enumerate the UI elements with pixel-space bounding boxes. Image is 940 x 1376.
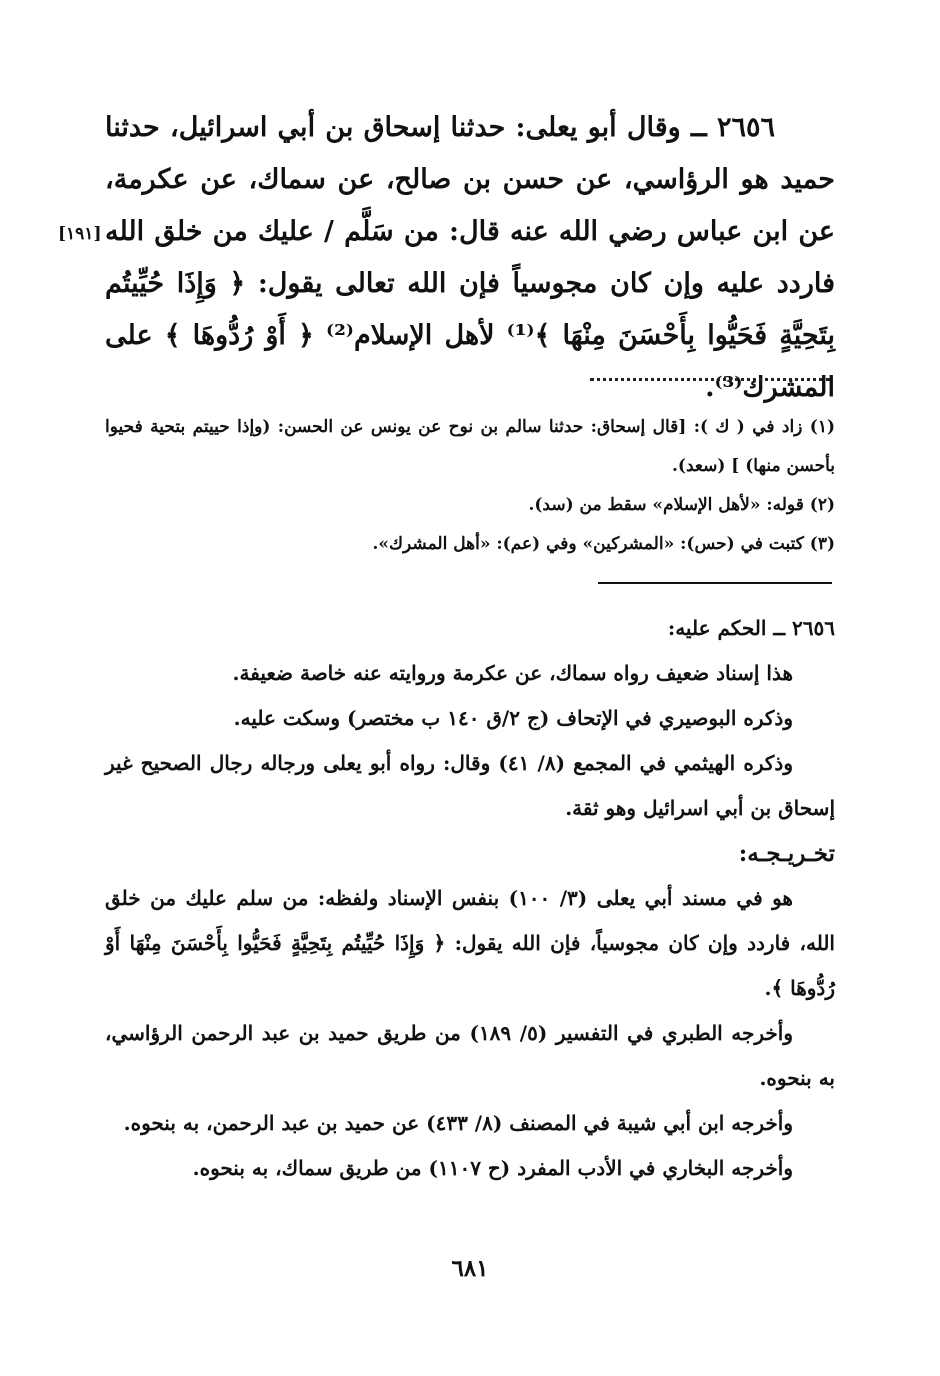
manuscript-folio-marker: [١٩١] <box>58 224 102 244</box>
ruling-paragraph-1: هذا إسناد ضعيف رواه سماك، عن عكرمة وروايته عنه خاصة ضعيفة. <box>232 661 793 685</box>
footnote-2: (٢) قوله: «لأهل الإسلام» سقط من (سد). <box>528 495 835 515</box>
ruling-paragraph-3: وذكره الهيثمي في المجمع (٨/ ٤١) وقال: رواه أبو يعلى ورجاله رجال الصحيح غير إسحاق بن أبي اسرائيل وهو ثقة. <box>105 751 835 820</box>
footnote-3: (٣) كتبت في (حس): «المشركين» وفي (عم): «أهل المشرك». <box>372 534 835 554</box>
page-number: ٦٨١ <box>451 1255 489 1282</box>
footnotes <box>105 408 835 564</box>
takhrij-heading: تخـريـجـه: <box>738 840 835 867</box>
takhrij-paragraph-1: هو في مسند أبي يعلى (٣/ ١٠٠) بنفس الإسناد ولفظه: من سلم عليك من خلق الله، فاردد وإن كان مجوسياً، فإن الله يقول: ﴿ وَإِذَا حُيِّيتُم بِتَحِيَّةٍ فَحَيُّوا بِأَحْسَنَ مِنْهَا أَوْ رُدُّوهَا ﴾. <box>105 886 835 1000</box>
hadith-paragraph: ٢٦٥٦ ــ وقال أبو يعلى: حدثنا إسحاق بن أبي اسرائيل، حدثنا حميد هو الرؤاسي، عن حسن بن صالح، عن سماك، عن عكرمة، عن ابن عباس رضي الله عنه قال: من سَلَّم / عليك من خلق الله فاردد عليه وإن كان مجوسياً فإن الله تعالى يقول: ﴿ وَإِذَا حُيِّيتُم بِتَحِيَّةٍ فَحَيُّوا بِأَحْسَنَ مِنْهَا ﴾⁽¹⁾ لأهل الإسلام⁽²⁾ ﴿ أَوْ رُدُّوهَا ﴾ على المشرك⁽³⁾. <box>105 112 835 403</box>
takhrij-paragraph-3: وأخرجه ابن أبي شيبة في المصنف (٨/ ٤٣٣) عن حميد بن عبد الرحمن، به بنحوه. <box>123 1111 793 1135</box>
takhrij-paragraph-2: وأخرجه الطبري في التفسير (٥/ ١٨٩) من طريق حميد بن عبد الرحمن الرؤاسي، به بنحوه. <box>105 1021 835 1090</box>
ruling-section <box>105 606 835 1191</box>
ruling-paragraph-2: وذكره البوصيري في الإتحاف (ج ٢/ق ١٤٠ ب مختصر) وسكت عليه. <box>233 706 793 730</box>
section-separator <box>598 582 832 584</box>
footnote-1: (١) زاد في ( ك ): [قال إسحاق: حدثنا سالم بن نوح عن يونس عن الحسن: (وإذا حييتم بتحية فحيوا بأحسن منها) ] (سعد). <box>105 417 835 476</box>
hadith-text <box>105 102 835 414</box>
footnote-divider <box>590 378 830 381</box>
ruling-heading: ٢٦٥٦ ــ الحكم عليه: <box>667 616 835 640</box>
takhrij-paragraph-4: وأخرجه البخاري في الأدب المفرد (ح ١١٠٧) من طريق سماك، به بنحوه. <box>192 1156 793 1180</box>
